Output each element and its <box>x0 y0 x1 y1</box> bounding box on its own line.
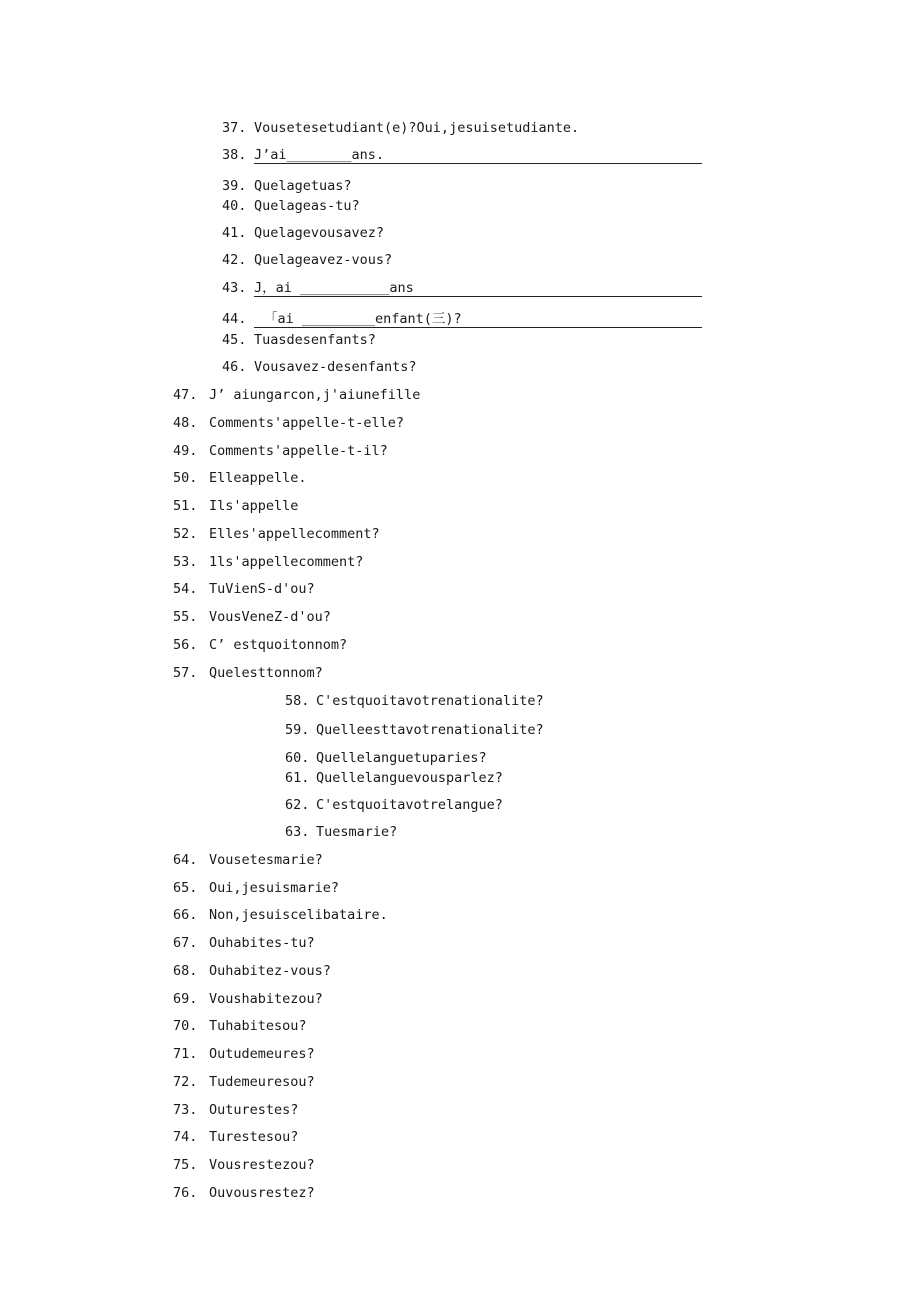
list-item-text: Quelesttonnom? <box>209 665 323 681</box>
list-item: 56. C’ estquoitonnom? <box>173 637 348 653</box>
list-item: 49. Comments'appelle-t-il? <box>173 443 388 459</box>
list-item: 73. Outurestes? <box>173 1102 299 1118</box>
list-item-text: TuVienS-d'ou? <box>209 581 315 597</box>
list-item-text: Quelleesttavotrenationalite? <box>316 722 544 738</box>
list-item-text: Quelageavez-vous? <box>254 252 393 268</box>
list-item-text: Elleappelle. <box>209 470 307 486</box>
list-item-text: J，ai ___________ans <box>254 279 702 297</box>
list-item: 75. Vousrestezou? <box>173 1157 315 1173</box>
list-item-text: C'estquoitavotrelangue? <box>316 797 503 813</box>
list-item-text: Non,jesuiscelibataire. <box>209 907 388 923</box>
list-item: 66. Non,jesuiscelibataire. <box>173 907 388 923</box>
list-item: 67. Ouhabites-tu? <box>173 935 315 951</box>
list-item: 58. C'estquoitavotrenationalite? <box>285 693 544 709</box>
list-item: 42. Quelageavez-vous? <box>222 252 393 268</box>
list-item: 46. Vousavez-desenfants? <box>222 359 417 375</box>
list-item: 59. Quelleesttavotrenationalite? <box>285 722 544 738</box>
list-item-text: C'estquoitavotrenationalite? <box>316 693 544 709</box>
list-item: 68. Ouhabitez-vous? <box>173 963 331 979</box>
list-item-text: Ouhabites-tu? <box>209 935 315 951</box>
list-item: 47. J’ aiungarcon,j'aiunefille <box>173 387 421 403</box>
list-item: 74. Turestesou? <box>173 1129 299 1145</box>
list-item: 52. Elles'appellecomment? <box>173 526 380 542</box>
list-item-text: Vousavez-desenfants? <box>254 359 417 375</box>
list-item-text: Tudemeuresou? <box>209 1074 315 1090</box>
list-item: 41. Quelagevousavez? <box>222 225 385 241</box>
list-item-text: 1ls'appellecomment? <box>209 554 364 570</box>
list-item-text: Tuhabitesou? <box>209 1018 307 1034</box>
list-item-text: Ils'appelle <box>209 498 299 514</box>
list-item: 48. Comments'appelle-t-elle? <box>173 415 405 431</box>
list-item: 44. 「ai _________enfant(三)? <box>222 310 702 328</box>
list-item: 76. Ouvousrestez? <box>173 1185 315 1201</box>
list-item: 71. Outudemeures? <box>173 1046 315 1062</box>
list-item: 37. Vousetesetudiant(e)?Oui,jesuisetudiante. <box>222 120 580 136</box>
list-item-text: Oui,jesuismarie? <box>209 880 340 896</box>
list-item-text: Tuasdesenfants? <box>254 332 376 348</box>
list-item-text: 「ai _________enfant(三)? <box>254 310 702 328</box>
list-item-text: Tuesmarie? <box>316 824 398 840</box>
list-item-text: Voushabitezou? <box>209 991 323 1007</box>
list-item: 50. Elleappelle. <box>173 470 307 486</box>
list-item: 70. Tuhabitesou? <box>173 1018 307 1034</box>
list-item-text: Quelagetuas? <box>254 178 352 194</box>
list-item-text: VousVeneZ-d'ou? <box>209 609 331 625</box>
list-item: 40. Quelageas-tu? <box>222 198 360 214</box>
list-item-text: Elles'appellecomment? <box>209 526 380 542</box>
list-item-text: Outurestes? <box>209 1102 299 1118</box>
list-item: 60. Quellelanguetuparies? <box>285 750 487 766</box>
list-item-text: J’ai________ans. <box>254 146 702 164</box>
list-item-text: Vousetesmarie? <box>209 852 323 868</box>
list-item: 65. Oui,jesuismarie? <box>173 880 340 896</box>
list-item-text: Quelagevousavez? <box>254 225 385 241</box>
list-item: 72. Tudemeuresou? <box>173 1074 315 1090</box>
list-item: 53. 1ls'appellecomment? <box>173 554 364 570</box>
list-item: 51. Ils'appelle <box>173 498 299 514</box>
list-item: 43. J，ai ___________ans <box>222 279 702 297</box>
list-item: 61. Quellelanguevousparlez? <box>285 770 503 786</box>
list-item-text: C’ estquoitonnom? <box>209 637 348 653</box>
list-item: 39. Quelagetuas? <box>222 178 352 194</box>
list-item: 55. VousVeneZ-d'ou? <box>173 609 331 625</box>
list-item: 38. J’ai________ans. <box>222 146 702 164</box>
list-item-text: Quellelanguetuparies? <box>316 750 487 766</box>
list-item: 62. C'estquoitavotrelangue? <box>285 797 503 813</box>
list-item-text: Quellelanguevousparlez? <box>316 770 503 786</box>
list-item-text: Comments'appelle-t-il? <box>209 443 388 459</box>
list-item-text: J’ aiungarcon,j'aiunefille <box>209 387 421 403</box>
list-item-text: Ouhabitez-vous? <box>209 963 331 979</box>
list-item-text: Outudemeures? <box>209 1046 315 1062</box>
list-item: 63. Tuesmarie? <box>285 824 398 840</box>
list-item: 54. TuVienS-d'ou? <box>173 581 315 597</box>
list-item: 57. Quelesttonnom? <box>173 665 323 681</box>
list-item-text: Vousrestezou? <box>209 1157 315 1173</box>
list-item-text: Quelageas-tu? <box>254 198 360 214</box>
list-item: 69. Voushabitezou? <box>173 991 323 1007</box>
list-item-text: Turestesou? <box>209 1129 299 1145</box>
list-item: 45. Tuasdesenfants? <box>222 332 376 348</box>
list-item-text: Ouvousrestez? <box>209 1185 315 1201</box>
list-item-text: Vousetesetudiant(e)?Oui,jesuisetudiante. <box>254 120 580 136</box>
list-item-text: Comments'appelle-t-elle? <box>209 415 405 431</box>
list-item: 64. Vousetesmarie? <box>173 852 323 868</box>
